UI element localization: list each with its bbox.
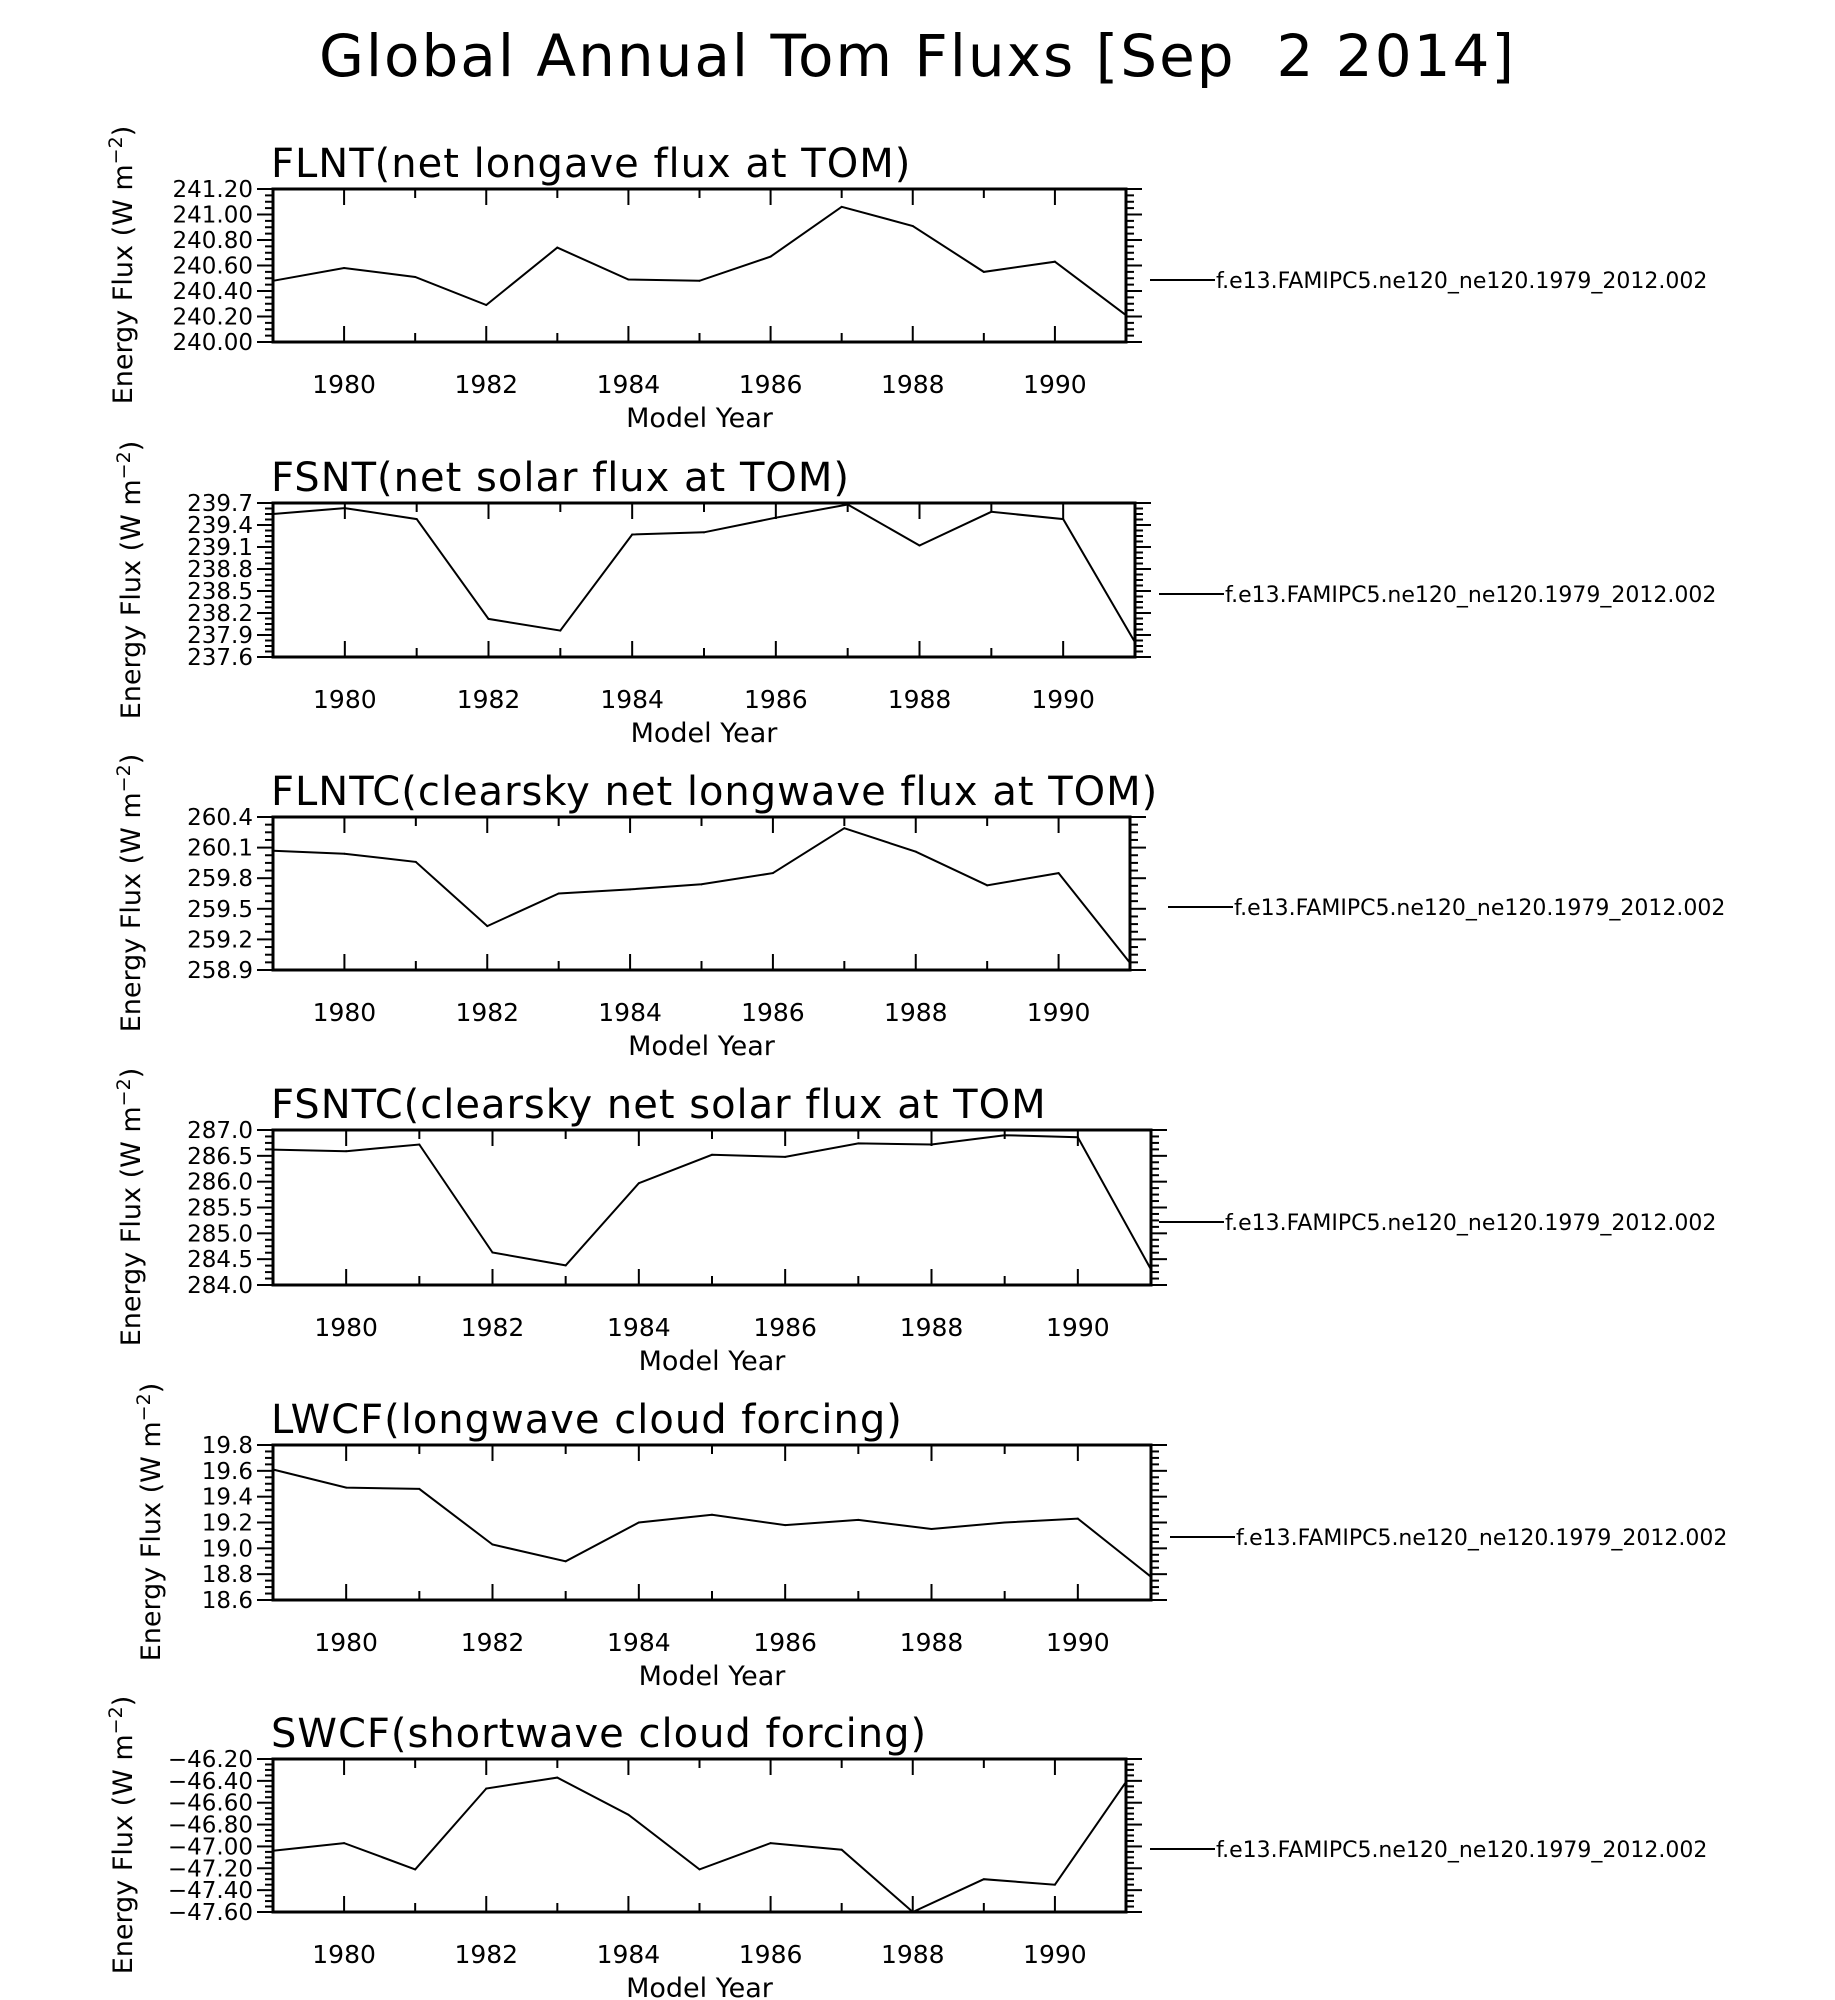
panel-5-x-axis-label: Model Year — [638, 1661, 786, 1692]
panel-1-title: FLNT(net longave flux at TOM) — [271, 141, 912, 187]
panel-5-data-point — [931, 1528, 933, 1530]
panel-5-y-tick-label: 19.2 — [201, 1510, 253, 1537]
panel-2-legend-label: f.e13.FAMIPC5.ne120_ne120.1979_2012.002 — [1225, 583, 1717, 608]
panel-3-y-tick-label: 258.9 — [187, 958, 253, 984]
panel-3-data-point — [701, 883, 703, 885]
panel-2-data-point — [703, 531, 705, 533]
panel-1-y-tick-label: 240.40 — [172, 279, 253, 305]
panel-1-y-tick-label: 240.00 — [172, 330, 253, 356]
panel-5-x-tick-label: 1986 — [753, 1628, 817, 1657]
panel-5-y-tick-label: 19.0 — [201, 1536, 253, 1563]
panel-1-data-point — [272, 280, 274, 282]
panel-6-title: SWCF(shortwave cloud forcing) — [271, 1711, 928, 1757]
panel-3-x-tick-label: 1986 — [741, 998, 805, 1027]
panel-3-y-axis-label — [113, 754, 147, 1033]
panel-6-y-tick-label: −46.40 — [167, 1768, 253, 1795]
panel-3-data-point — [986, 884, 988, 886]
panel-3-title: FLNTC(clearsky net longwave flux at TOM) — [271, 769, 1159, 815]
panel-6-y-tick-label: −46.20 — [167, 1747, 253, 1773]
panel-2-data-point — [990, 511, 992, 513]
panel-5-data-point — [1150, 1576, 1152, 1578]
panel-1-y-axis-label-exponent: −2 — [105, 136, 127, 165]
panel-6-x-tick-label: 1990 — [1023, 1940, 1087, 1969]
panel-5-y-tick-label: 18.6 — [201, 1588, 253, 1614]
panel-2-y-axis-label-main: Energy Flux (W m — [116, 479, 147, 720]
panel-3-data-point — [915, 851, 917, 853]
panel-5-y-tick-label: 19.8 — [201, 1433, 253, 1459]
panel-5-data-point — [857, 1519, 859, 1521]
panel-2-data-point — [488, 618, 490, 620]
panel-2-x-tick-label: 1980 — [313, 685, 377, 714]
panel-6-y-axis-label-main: Energy Flux (W m — [108, 1734, 139, 1975]
panel-1-x-axis-label: Model Year — [626, 403, 773, 434]
panel-4-x-axis-label: Model Year — [638, 1346, 786, 1377]
panel-2-x-tick-label: 1990 — [1031, 685, 1095, 714]
panel-1-data-point — [343, 267, 345, 269]
panel-2-y-tick-label: 239.1 — [187, 535, 253, 561]
panel-6-data-point — [841, 1849, 843, 1851]
panel-3-data-point — [415, 861, 417, 863]
panel-2-y-tick-label: 238.5 — [187, 579, 253, 605]
panel-4-data-point — [492, 1251, 494, 1253]
panel-5-series-line — [273, 1470, 1151, 1577]
panel-6-data-point — [343, 1842, 345, 1844]
panel-4-y-tick-label: 285.5 — [187, 1195, 253, 1222]
panel-2-y-axis-label-exponent: −2 — [113, 451, 135, 480]
panel-4-y-axis-label-main: Energy Flux (W m — [116, 1106, 147, 1347]
panel-5-data-point — [492, 1543, 494, 1545]
panel-6-series-line — [273, 1778, 1126, 1912]
panel-2-data-point — [631, 534, 633, 536]
panel-6-y-tick-label: −47.40 — [167, 1878, 253, 1905]
panel-1-data-point — [983, 271, 985, 273]
panel-2-data-point — [919, 545, 921, 547]
panel-6-x-tick-label: 1980 — [312, 1940, 376, 1969]
panel-1-x-tick-label: 1990 — [1023, 370, 1087, 399]
panel-1-y-axis-label — [105, 126, 139, 405]
panel-2-x-tick-label: 1988 — [887, 685, 952, 714]
panel-2-title: FSNT(net solar flux at TOM) — [271, 455, 850, 501]
panel-2-y-tick-label: 237.6 — [187, 645, 253, 671]
panel-4-data-point — [345, 1150, 347, 1152]
panel-2-y-tick-label: 238.2 — [187, 601, 253, 627]
panel-5-data-point — [784, 1524, 786, 1526]
panel-1-data-point — [1054, 261, 1056, 263]
panel-2-plot-frame — [273, 503, 1135, 657]
panel-2-y-tick-label: 237.9 — [187, 623, 253, 649]
panel-4-y-tick-label: 285.0 — [187, 1221, 253, 1248]
panel-3-data-point — [343, 853, 345, 855]
panel-6-y-tick-label: −47.00 — [167, 1834, 253, 1861]
panel-1-x-tick-label: 1986 — [738, 370, 803, 399]
panel-6-data-point — [485, 1788, 487, 1790]
panel-4-data-point — [1077, 1136, 1079, 1138]
panel-3-y-tick-label: 259.2 — [187, 927, 253, 954]
panel-6-y-axis-label-exponent: −2 — [105, 1706, 127, 1735]
panel-1-data-point — [556, 247, 558, 249]
panel-6-y-tick-label: −47.60 — [167, 1900, 253, 1926]
panel-6-y-tick-label: −46.60 — [167, 1790, 253, 1817]
panel-4-y-tick-label: 284.0 — [187, 1273, 253, 1299]
panel-6-y-tick-label: −47.20 — [167, 1856, 253, 1883]
panel-1-x-tick-label: 1988 — [880, 370, 945, 399]
panel-6-y-tick-label: −46.80 — [167, 1812, 253, 1839]
panel-1-y-tick-label: 241.20 — [172, 177, 253, 203]
panel-3-y-tick-label: 260.1 — [187, 835, 253, 862]
panel-1-y-axis-label-close: ) — [108, 125, 139, 137]
panel-5-data-point — [638, 1522, 640, 1524]
panel-1-data-point — [1125, 314, 1127, 316]
panel-2-data-point — [1062, 518, 1064, 520]
panel-5-y-axis-label-exponent: −2 — [133, 1393, 155, 1422]
panel-1-y-tick-label: 240.60 — [172, 253, 253, 280]
panel-1-data-point — [627, 279, 629, 281]
panel-2-data-point — [272, 513, 274, 515]
panel-4-x-tick-label: 1988 — [899, 1313, 964, 1342]
panel-2-data-point — [1134, 641, 1136, 643]
panel-3-data-point — [629, 888, 631, 890]
panel-5-y-tick-label: 19.6 — [201, 1458, 253, 1485]
panel-4-data-point — [784, 1156, 786, 1158]
panel-3-x-tick-label: 1982 — [455, 998, 520, 1027]
panel-4-data-point — [565, 1264, 567, 1266]
panel-5-x-tick-label: 1984 — [607, 1628, 671, 1657]
panel-5-x-tick-label: 1988 — [899, 1628, 964, 1657]
panel-6-data-point — [912, 1911, 914, 1913]
panel-4-y-tick-label: 286.0 — [187, 1169, 253, 1196]
panel-3-data-point — [772, 872, 774, 874]
panel-4-x-tick-label: 1990 — [1046, 1313, 1110, 1342]
panel-3-data-point — [1058, 872, 1060, 874]
panel-5-data-point — [345, 1487, 347, 1489]
panel-4-plot-frame — [273, 1130, 1151, 1285]
panel-4-legend-label: f.e13.FAMIPC5.ne120_ne120.1979_2012.002 — [1225, 1211, 1717, 1236]
panel-5-data-point — [1004, 1522, 1006, 1524]
figure-title: Global Annual Tom Fluxs [Sep 2 2014] — [318, 22, 1517, 90]
panel-2-x-tick-label: 1982 — [456, 685, 521, 714]
panel-1-data-point — [414, 276, 416, 278]
panel-3-data-point — [558, 893, 560, 895]
panel-1-data-point — [841, 206, 843, 208]
panel-2-y-tick-label: 239.4 — [187, 513, 253, 539]
panel-5-x-tick-label: 1990 — [1046, 1628, 1110, 1657]
panel-5-x-tick-label: 1982 — [460, 1628, 525, 1657]
panel-4-data-point — [638, 1182, 640, 1184]
panel-4-y-axis-label — [113, 1068, 147, 1347]
panel-3-data-point — [1129, 962, 1131, 964]
panel-1-y-tick-label: 240.80 — [172, 228, 253, 254]
panel-2-y-axis-label-close: ) — [116, 440, 147, 452]
panel-1-plot-frame — [273, 189, 1126, 342]
panel-1-data-point — [770, 256, 772, 258]
panel-1-x-tick-label: 1980 — [312, 370, 376, 399]
panel-3-data-point — [486, 925, 488, 927]
panel-4-y-axis-label-exponent: −2 — [113, 1078, 135, 1107]
panel-1-series-line — [273, 207, 1126, 315]
panel-6-data-point — [1125, 1781, 1127, 1783]
panel-5-legend-label: f.e13.FAMIPC5.ne120_ne120.1979_2012.002 — [1236, 1526, 1728, 1551]
panel-6-plot-frame — [273, 1759, 1126, 1912]
panel-4-data-point — [1004, 1134, 1006, 1136]
panel-3-y-tick-label: 259.8 — [187, 866, 253, 893]
panel-6-data-point — [627, 1814, 629, 1816]
panel-2-series-line — [273, 505, 1135, 643]
panel-6-data-point — [556, 1777, 558, 1779]
panel-4-data-point — [418, 1143, 420, 1145]
panel-4-x-tick-label: 1980 — [314, 1313, 378, 1342]
panel-4-x-tick-label: 1984 — [607, 1313, 671, 1342]
panel-1-y-axis-label-main: Energy Flux (W m — [108, 164, 139, 405]
panel-1-data-point — [912, 225, 914, 227]
panel-4-y-axis-label-close: ) — [116, 1067, 147, 1079]
panel-3-y-tick-label: 260.4 — [187, 805, 253, 831]
panel-2-x-tick-label: 1986 — [744, 685, 808, 714]
panel-3-y-axis-label-main: Energy Flux (W m — [116, 792, 147, 1033]
panel-5-y-tick-label: 19.4 — [201, 1484, 253, 1511]
panel-5-y-axis-label — [133, 1383, 167, 1662]
panel-4-y-tick-label: 287.0 — [187, 1118, 253, 1144]
panel-3-x-tick-label: 1984 — [598, 998, 662, 1027]
panel-6-y-axis-label-close: ) — [108, 1695, 139, 1707]
panel-6-y-axis-label — [105, 1696, 139, 1975]
panel-6-x-tick-label: 1984 — [596, 1940, 661, 1969]
panel-2-x-axis-label: Model Year — [630, 718, 778, 749]
panel-3-legend-label: f.e13.FAMIPC5.ne120_ne120.1979_2012.002 — [1234, 896, 1726, 921]
panel-5-title: LWCF(longwave cloud forcing) — [271, 1397, 903, 1443]
panel-1-x-tick-label: 1982 — [454, 370, 519, 399]
panel-5-data-point — [711, 1514, 713, 1516]
panel-2-data-point — [559, 630, 561, 632]
panel-5-data-point — [272, 1469, 274, 1471]
panel-4-data-point — [857, 1142, 859, 1144]
panel-6-data-point — [414, 1868, 416, 1870]
panel-2-data-point — [344, 507, 346, 509]
panel-2-x-tick-label: 1984 — [600, 685, 664, 714]
panel-4-data-point — [711, 1154, 713, 1156]
panel-5-data-point — [1077, 1518, 1079, 1520]
panel-5-y-axis-label-main: Energy Flux (W m — [136, 1421, 167, 1662]
panel-4-x-tick-label: 1986 — [753, 1313, 817, 1342]
panel-4-data-point — [931, 1143, 933, 1145]
panel-6-data-point — [272, 1850, 274, 1852]
panel-6-x-axis-label: Model Year — [626, 1973, 773, 2000]
panel-6-data-point — [983, 1878, 985, 1880]
panel-6-data-point — [1054, 1884, 1056, 1886]
panel-2-data-point — [416, 518, 418, 520]
panel-5-y-axis-label-close: ) — [136, 1382, 167, 1394]
panel-3-x-axis-label: Model Year — [628, 1031, 775, 1062]
panel-5-y-tick-label: 18.8 — [201, 1562, 253, 1589]
panel-6-legend-label: f.e13.FAMIPC5.ne120_ne120.1979_2012.002 — [1216, 1838, 1708, 1863]
panel-6-data-point — [770, 1842, 772, 1844]
panel-3-y-axis-label-close: ) — [116, 753, 147, 765]
panel-4-y-tick-label: 286.5 — [187, 1143, 253, 1170]
panel-4-data-point — [1150, 1269, 1152, 1271]
panel-4-x-tick-label: 1982 — [460, 1313, 525, 1342]
panel-4-data-point — [272, 1149, 274, 1151]
panel-6-x-tick-label: 1982 — [454, 1940, 519, 1969]
panel-6-data-point — [699, 1868, 701, 1870]
panel-2-data-point — [775, 517, 777, 519]
panel-5-x-tick-label: 1980 — [314, 1628, 378, 1657]
panel-1-y-tick-label: 240.20 — [172, 304, 253, 331]
panel-3-y-tick-label: 259.5 — [187, 896, 253, 923]
panel-3-y-axis-label-exponent: −2 — [113, 764, 135, 793]
panel-3-data-point — [272, 850, 274, 852]
panel-6-x-tick-label: 1988 — [880, 1940, 945, 1969]
panel-1-legend-label: f.e13.FAMIPC5.ne120_ne120.1979_2012.002 — [1216, 269, 1708, 294]
panel-3-x-tick-label: 1980 — [312, 998, 377, 1027]
panel-3-x-tick-label: 1988 — [883, 998, 948, 1027]
panel-3-plot-frame — [273, 817, 1130, 970]
panel-2-y-axis-label — [113, 441, 147, 720]
panel-1-data-point — [485, 304, 487, 306]
panel-5-data-point — [418, 1488, 420, 1490]
panel-3-x-tick-label: 1990 — [1026, 998, 1091, 1027]
panel-1-y-tick-label: 241.00 — [172, 202, 253, 229]
panel-4-title: FSNTC(clearsky net solar flux at TOM — [271, 1082, 1047, 1128]
panel-3-series-line — [273, 828, 1130, 963]
panel-2-y-tick-label: 239.7 — [187, 491, 253, 517]
panel-1-x-tick-label: 1984 — [596, 370, 661, 399]
panel-2-data-point — [847, 503, 849, 505]
panel-3-data-point — [843, 827, 845, 829]
panel-5-data-point — [565, 1560, 567, 1562]
panel-2-y-tick-label: 238.8 — [187, 557, 253, 583]
panel-6-x-tick-label: 1986 — [738, 1940, 803, 1969]
panel-1-data-point — [699, 280, 701, 282]
panel-4-y-tick-label: 284.5 — [187, 1247, 253, 1274]
